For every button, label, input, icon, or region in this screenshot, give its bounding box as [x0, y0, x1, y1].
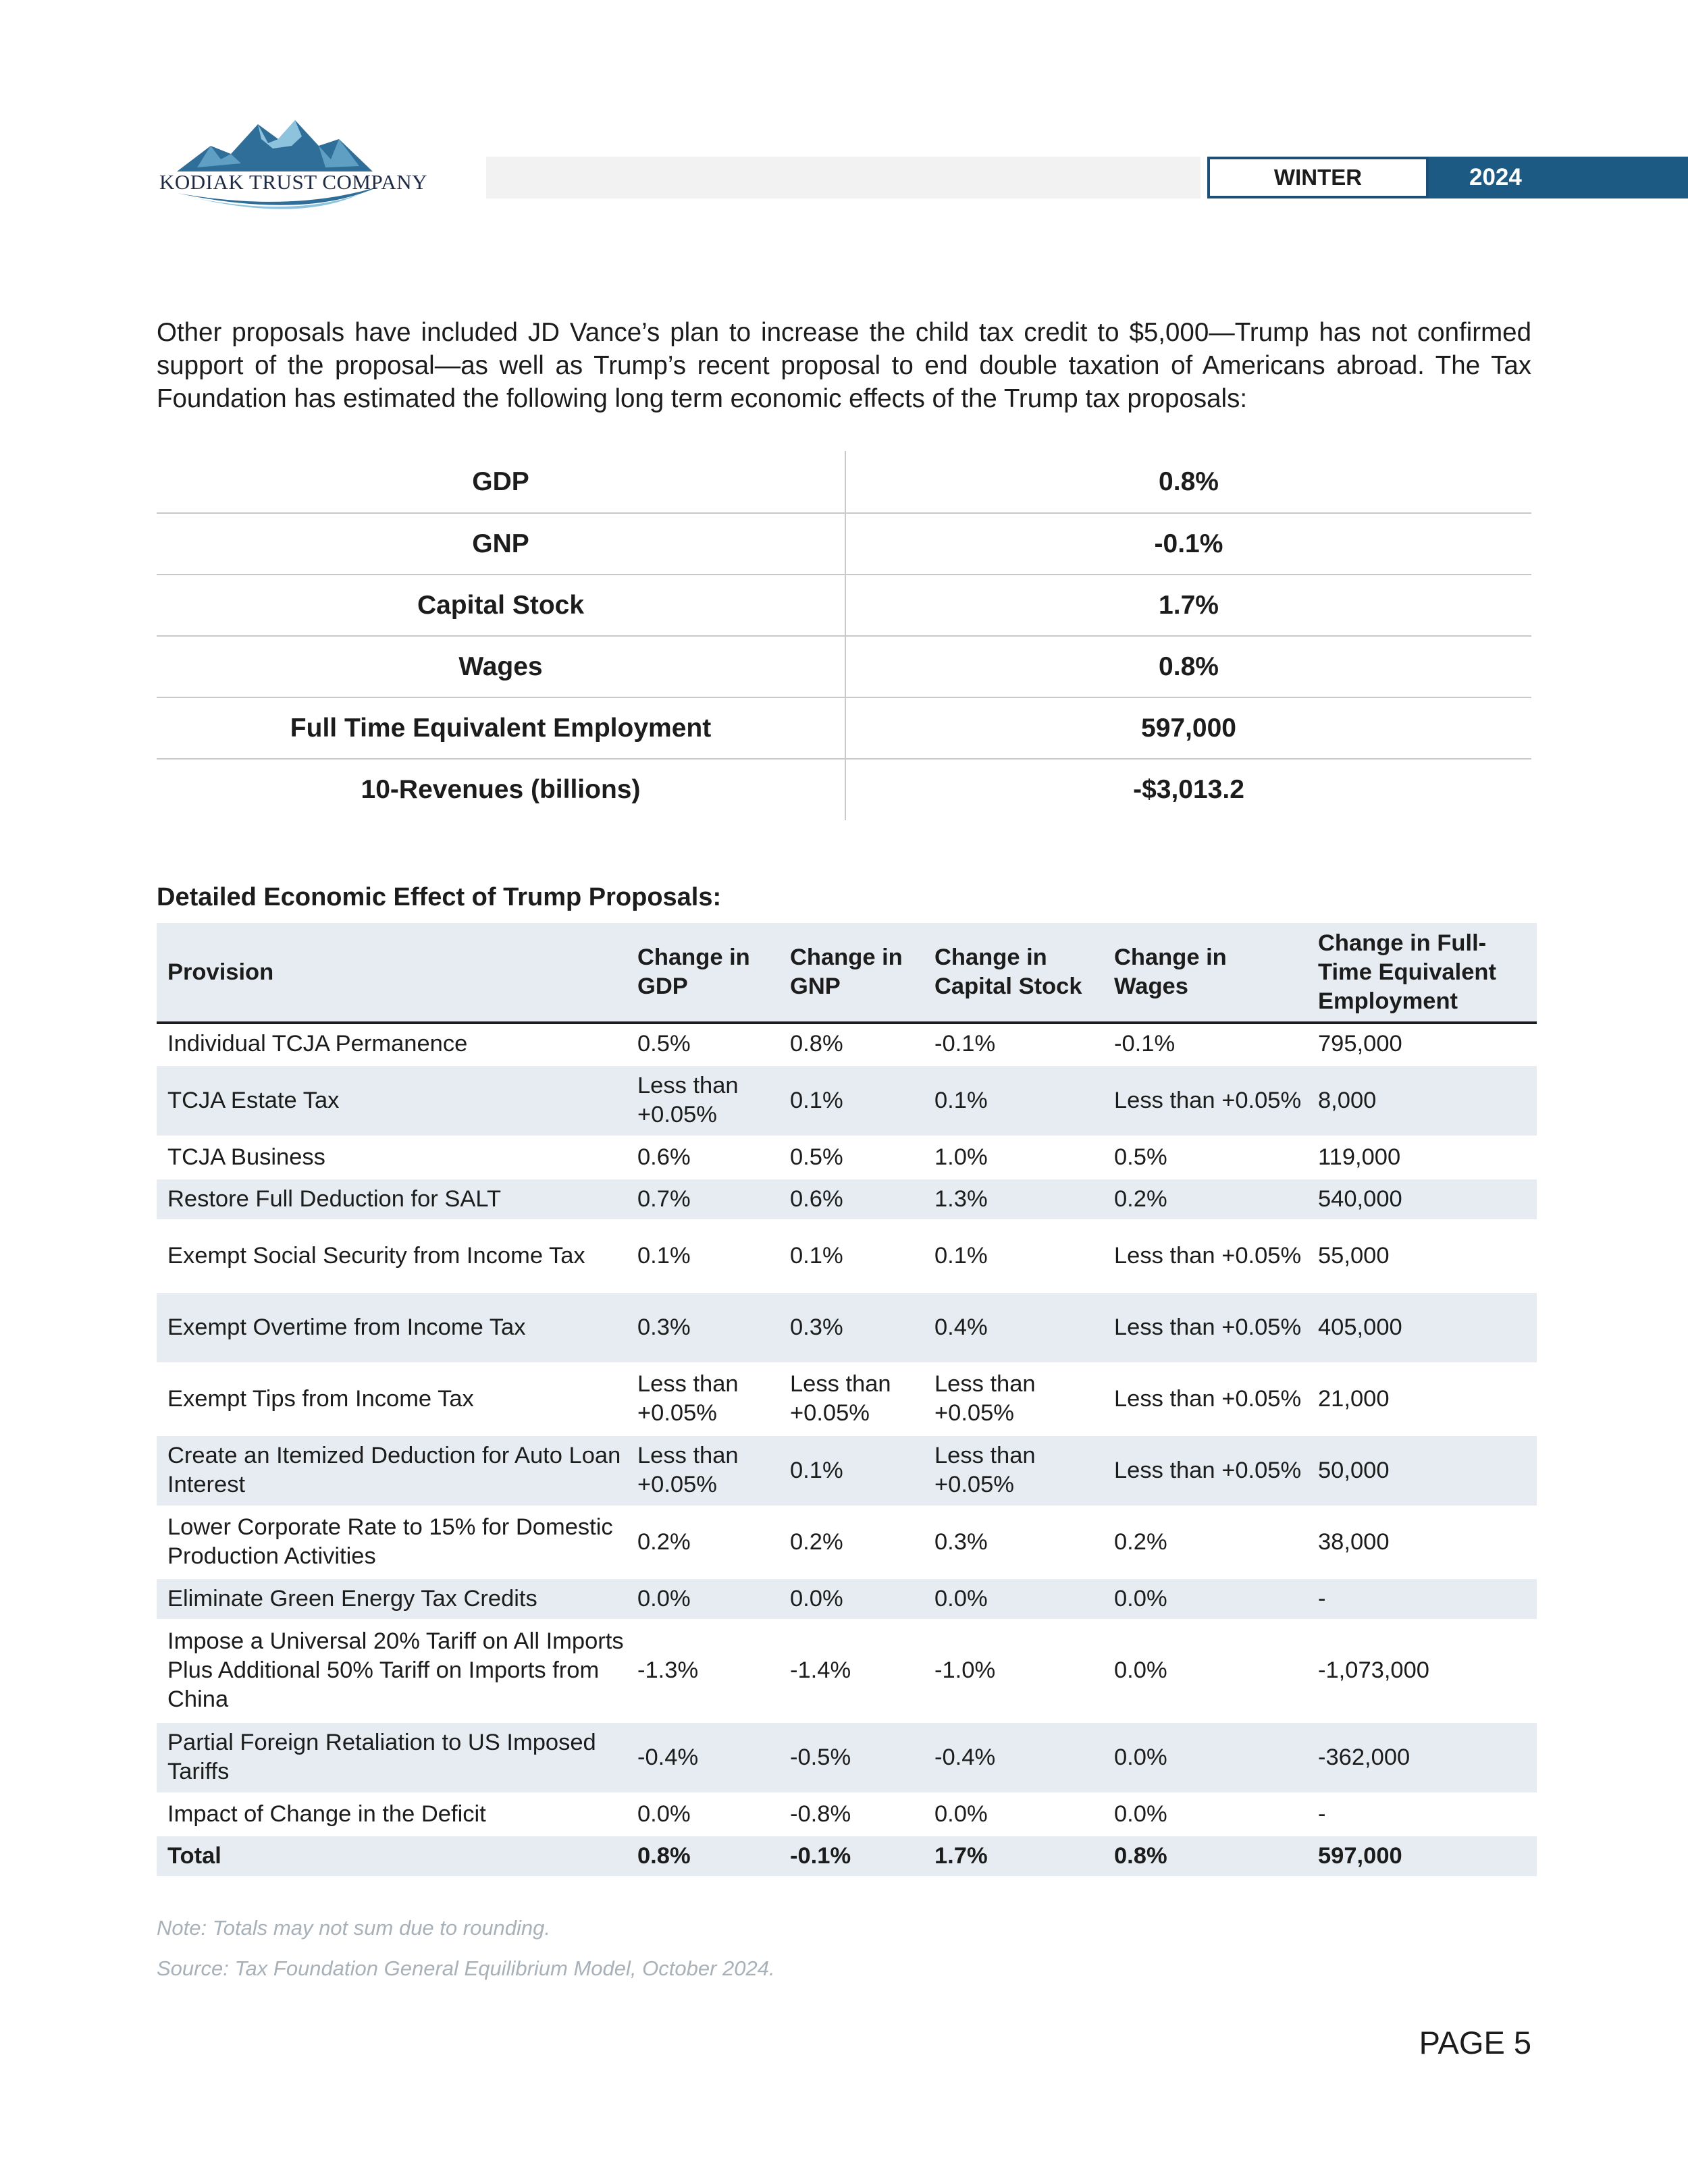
provision-cell: Exempt Social Security from Income Tax — [157, 1220, 627, 1291]
value-cell: 0.0% — [779, 1578, 924, 1620]
company-logo — [157, 119, 447, 220]
summary-label: Full Time Equivalent Employment — [157, 697, 845, 759]
provision-cell: Exempt Tips from Income Tax — [157, 1363, 627, 1435]
provision-cell: Create an Itemized Deduction for Auto Loan Interest — [157, 1435, 627, 1506]
provision-cell: TCJA Business — [157, 1136, 627, 1178]
page-number: PAGE 5 — [1419, 2025, 1531, 2060]
value-cell: 50,000 — [1307, 1435, 1537, 1506]
table-row — [157, 1578, 1537, 1620]
value-cell: Less than +0.05% — [1103, 1065, 1307, 1136]
value-cell: 0.1% — [779, 1220, 924, 1291]
summary-value: 597,000 — [845, 697, 1531, 759]
column-header: Change in GDP — [627, 923, 779, 1023]
provision-cell: TCJA Estate Tax — [157, 1065, 627, 1136]
column-header: Change in Capital Stock — [924, 923, 1103, 1023]
value-cell: 0.8% — [779, 1023, 924, 1065]
summary-row — [157, 513, 1531, 575]
table-row — [157, 1620, 1537, 1722]
table-row — [157, 1793, 1537, 1835]
total-value: 1.7% — [924, 1835, 1103, 1877]
provision-cell: Restore Full Deduction for SALT — [157, 1178, 627, 1220]
total-value: 597,000 — [1307, 1835, 1537, 1877]
year-label: 2024 — [1429, 157, 1688, 198]
value-cell: 0.7% — [627, 1178, 779, 1220]
column-header: Change in GNP — [779, 923, 924, 1023]
table-row — [157, 1722, 1537, 1793]
value-cell: -0.1% — [1103, 1023, 1307, 1065]
summary-row — [157, 575, 1531, 636]
value-cell: Less than +0.05% — [924, 1363, 1103, 1435]
value-cell: -0.4% — [924, 1722, 1103, 1793]
table-row — [157, 1363, 1537, 1435]
provision-cell: Partial Foreign Retaliation to US Imposed Tariffs — [157, 1722, 627, 1793]
value-cell: - — [1307, 1578, 1537, 1620]
value-cell: 0.1% — [924, 1220, 1103, 1291]
summary-label: 10-Revenues (billions) — [157, 759, 845, 820]
table-row — [157, 1178, 1537, 1220]
value-cell: -0.5% — [779, 1722, 924, 1793]
value-cell: Less than +0.05% — [627, 1065, 779, 1136]
table-row — [157, 1220, 1537, 1291]
intro-paragraph: Other proposals have included JD Vance’s plan to increase the child tax credit to $5,000—Trump has not confirmed support of the proposal—as well as Trump’s recent proposal to end double taxation of Americans abroad. The Tax Foundation has estimated the following long term economic effects of the Trump tax proposals: — [157, 318, 1531, 413]
value-cell: 55,000 — [1307, 1220, 1537, 1291]
value-cell: 0.1% — [779, 1435, 924, 1506]
value-cell: 0.6% — [779, 1178, 924, 1220]
value-cell: 795,000 — [1307, 1023, 1537, 1065]
summary-label: GNP — [157, 513, 845, 575]
value-cell: 8,000 — [1307, 1065, 1537, 1136]
provision-cell: Lower Corporate Rate to 15% for Domestic Production Activities — [157, 1506, 627, 1578]
value-cell: 0.3% — [924, 1506, 1103, 1578]
summary-label: Capital Stock — [157, 575, 845, 636]
value-cell: 405,000 — [1307, 1291, 1537, 1363]
value-cell: 0.0% — [627, 1578, 779, 1620]
table-row — [157, 1435, 1537, 1506]
value-cell: 0.1% — [779, 1065, 924, 1136]
mountain-logo-icon — [157, 119, 447, 220]
value-cell: Less than +0.05% — [1103, 1363, 1307, 1435]
value-cell: -362,000 — [1307, 1722, 1537, 1793]
summary-label: GDP — [157, 451, 845, 513]
summary-row — [157, 451, 1531, 513]
summary-table — [157, 451, 1531, 820]
total-value: 0.8% — [627, 1835, 779, 1877]
value-cell: 0.2% — [1103, 1178, 1307, 1220]
summary-row — [157, 697, 1531, 759]
summary-value: 0.8% — [845, 451, 1531, 513]
value-cell: 0.2% — [627, 1506, 779, 1578]
value-cell: Less than +0.05% — [1103, 1291, 1307, 1363]
total-value: 0.8% — [1103, 1835, 1307, 1877]
value-cell: 0.0% — [1103, 1722, 1307, 1793]
value-cell: 0.5% — [627, 1023, 779, 1065]
value-cell: 0.3% — [627, 1291, 779, 1363]
provision-cell: Eliminate Green Energy Tax Credits — [157, 1578, 627, 1620]
table-row — [157, 1065, 1537, 1136]
column-header: Change in Wages — [1103, 923, 1307, 1023]
value-cell: -1,073,000 — [1307, 1620, 1537, 1722]
table-row — [157, 1136, 1537, 1178]
header-bar — [486, 157, 1201, 198]
value-cell: 0.4% — [924, 1291, 1103, 1363]
provision-cell: Impose a Universal 20% Tariff on All Imports Plus Additional 50% Tariff on Imports from China — [157, 1620, 627, 1722]
column-header: Provision — [157, 923, 627, 1023]
value-cell: 0.6% — [627, 1136, 779, 1178]
value-cell: 0.1% — [924, 1065, 1103, 1136]
column-header: Change in Full-Time Equivalent Employment — [1307, 923, 1537, 1023]
value-cell: 0.0% — [924, 1793, 1103, 1835]
summary-row — [157, 759, 1531, 820]
summary-label: Wages — [157, 636, 845, 697]
value-cell: Less than +0.05% — [627, 1363, 779, 1435]
value-cell: 0.0% — [1103, 1793, 1307, 1835]
detail-table — [157, 923, 1537, 1878]
value-cell: 540,000 — [1307, 1178, 1537, 1220]
provision-cell: Impact of Change in the Deficit — [157, 1793, 627, 1835]
value-cell: -1.0% — [924, 1620, 1103, 1722]
value-cell: Less than +0.05% — [779, 1363, 924, 1435]
rounding-note: Note: Totals may not sum due to rounding. — [157, 1916, 551, 1940]
detail-table-title: Detailed Economic Effect of Trump Proposals: — [157, 883, 722, 911]
value-cell: Less than +0.05% — [1103, 1220, 1307, 1291]
value-cell: - — [1307, 1793, 1537, 1835]
summary-value: 0.8% — [845, 636, 1531, 697]
value-cell: 0.0% — [1103, 1620, 1307, 1722]
season-label: WINTER — [1207, 157, 1429, 198]
summary-value: -$3,013.2 — [1133, 775, 1244, 804]
value-cell: -0.8% — [779, 1793, 924, 1835]
value-cell: 0.0% — [1103, 1578, 1307, 1620]
value-cell: -0.1% — [924, 1023, 1103, 1065]
value-cell: 0.0% — [627, 1793, 779, 1835]
value-cell: 38,000 — [1307, 1506, 1537, 1578]
value-cell: -1.3% — [627, 1620, 779, 1722]
value-cell: Less than +0.05% — [1103, 1435, 1307, 1506]
total-label: Total — [157, 1835, 627, 1877]
value-cell: Less than +0.05% — [627, 1435, 779, 1506]
table-row — [157, 1023, 1537, 1065]
company-name: KODIAK TRUST COMPANY — [159, 170, 428, 194]
value-cell: 0.2% — [779, 1506, 924, 1578]
value-cell: 21,000 — [1307, 1363, 1537, 1435]
table-row — [157, 1291, 1537, 1363]
value-cell: 0.1% — [627, 1220, 779, 1291]
value-cell: -0.4% — [627, 1722, 779, 1793]
source-note: Source: Tax Foundation General Equilibrium Model, October 2024. — [157, 1956, 775, 1980]
value-cell: 0.0% — [924, 1578, 1103, 1620]
provision-cell: Exempt Overtime from Income Tax — [157, 1291, 627, 1363]
value-cell: 119,000 — [1307, 1136, 1537, 1178]
value-cell: 0.3% — [779, 1291, 924, 1363]
value-cell: Less than +0.05% — [924, 1435, 1103, 1506]
value-cell: 0.2% — [1103, 1506, 1307, 1578]
table-row — [157, 1506, 1537, 1578]
detail-header-row — [157, 923, 1537, 1023]
value-cell: 1.0% — [924, 1136, 1103, 1178]
summary-value: 1.7% — [845, 575, 1531, 636]
value-cell: 1.3% — [924, 1178, 1103, 1220]
provision-cell: Individual TCJA Permanence — [157, 1023, 627, 1065]
value-cell: -1.4% — [779, 1620, 924, 1722]
total-row — [157, 1835, 1537, 1877]
summary-value: -0.1% — [845, 513, 1531, 575]
value-cell: 0.5% — [1103, 1136, 1307, 1178]
summary-row — [157, 636, 1531, 697]
value-cell: 0.5% — [779, 1136, 924, 1178]
total-value: -0.1% — [779, 1835, 924, 1877]
